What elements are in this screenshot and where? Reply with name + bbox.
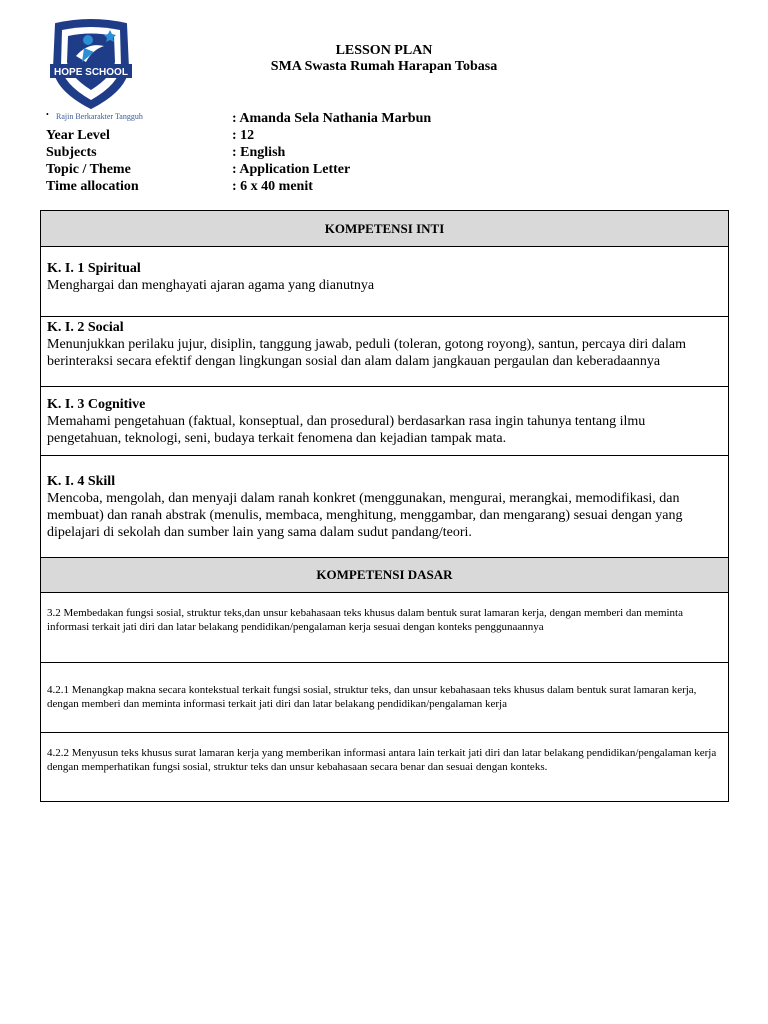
ki-title: K. I. 3 Cognitive xyxy=(47,397,146,412)
kompetensi-dasar-heading: KOMPETENSI DASAR xyxy=(316,567,453,582)
ki-row-social xyxy=(41,317,728,387)
kompetensi-inti-heading: KOMPETENSI INTI xyxy=(324,221,445,236)
meta-label-year-level: Year Level xyxy=(46,128,110,143)
kompetensi-inti-header xyxy=(41,211,728,247)
meta-value-subjects: : English xyxy=(232,145,286,160)
ki-row-skill xyxy=(41,456,728,558)
ki-text: Mencoba, mengolah, dan menyaji dalam ranah konkret (menggunakan, mengurai, merangkai, memodifikasi, dan membuat) dan ranah abstrak (menulis, membaca, menghitung, menggambar, dan mengarang) sesuai dengan yang dipelajari di sekolah dan sumber lain yang sama dalam sudut pandang/teori. xyxy=(47,491,683,540)
document-title-block xyxy=(0,43,768,75)
school-name: SMA Swasta Rumah Harapan Tobasa xyxy=(270,59,498,74)
bullet-dot: • xyxy=(46,110,49,119)
kd-row xyxy=(41,593,728,663)
meta-label-subjects: Subjects xyxy=(46,145,97,160)
logo-text: HOPE SCHOOL xyxy=(54,67,128,78)
ki-text: Menunjukkan perilaku jujur, disiplin, tanggung jawab, peduli (toleran, gotong royong), santun, percaya diri dalam berinteraksi secara efektif dengan lingkungan sosial dan alam dalam jangkauan pergaulan dan keberadaannya xyxy=(47,337,687,369)
ki-title: K. I. 1 Spiritual xyxy=(47,261,141,276)
ki-title: K. I. 4 Skill xyxy=(47,474,116,489)
ki-row-spiritual xyxy=(41,247,728,317)
ki-title: K. I. 2 Social xyxy=(47,320,124,335)
kd-row xyxy=(41,663,728,733)
ki-text: Menghargai dan menghayati ajaran agama yang dianutnya xyxy=(47,278,375,293)
meta-value-topic: : Application Letter xyxy=(232,162,351,177)
kompetensi-dasar-header xyxy=(41,558,728,593)
kd-row xyxy=(41,733,728,802)
kd-text: 3.2 Membedakan fungsi sosial, struktur teks,dan unsur kebahasaan teks khusus dalam bentuk surat lamaran kerja, dengan memberi dan meminta informasi terkait jati diri dan latar belakang pendidikan/pengalaman kerja sesuai dengan konteks penggunaannya xyxy=(47,607,683,633)
meta-value-time-allocation: : 6 x 40 menit xyxy=(232,179,313,194)
competency-table xyxy=(40,210,729,802)
meta-label-topic: Topic / Theme xyxy=(46,162,131,177)
kd-text: 4.2.2 Menyusun teks khusus surat lamaran kerja yang memberikan informasi antara lain terkait jati diri dan latar belakang pendidikan/pengalaman kerja dengan memperhatikan fungsi sosial, struktur teks dan unsur kebahasaan secara benar dan sesuai dengan konteks. xyxy=(47,747,717,773)
ki-text: Memahami pengetahuan (faktual, konseptual, dan prosedural) berdasarkan rasa ingin tahunya tentang ilmu pengetahuan, teknologi, seni, budaya terkait fenomena dan kejadian tampak mata. xyxy=(47,414,646,446)
meta-value-teacher: : Amanda Sela Nathania Marbun xyxy=(232,111,432,126)
ki-row-cognitive xyxy=(41,387,728,456)
kd-text: 4.2.1 Menangkap makna secara kontekstual terkait fungsi sosial, struktur teks, dan unsur kebahasaan teks khusus dalam bentuk surat lamaran kerja, dengan memberi dan meminta informasi terkait jati diri dan latar belakang pendidikan/pengalaman kerja xyxy=(47,684,697,710)
meta-value-year-level: : 12 xyxy=(232,128,255,143)
document-title: LESSON PLAN xyxy=(335,43,433,58)
meta-label-time-allocation: Time allocation xyxy=(46,179,139,194)
school-motto: Rajin Berkarakter Tangguh xyxy=(56,112,143,121)
